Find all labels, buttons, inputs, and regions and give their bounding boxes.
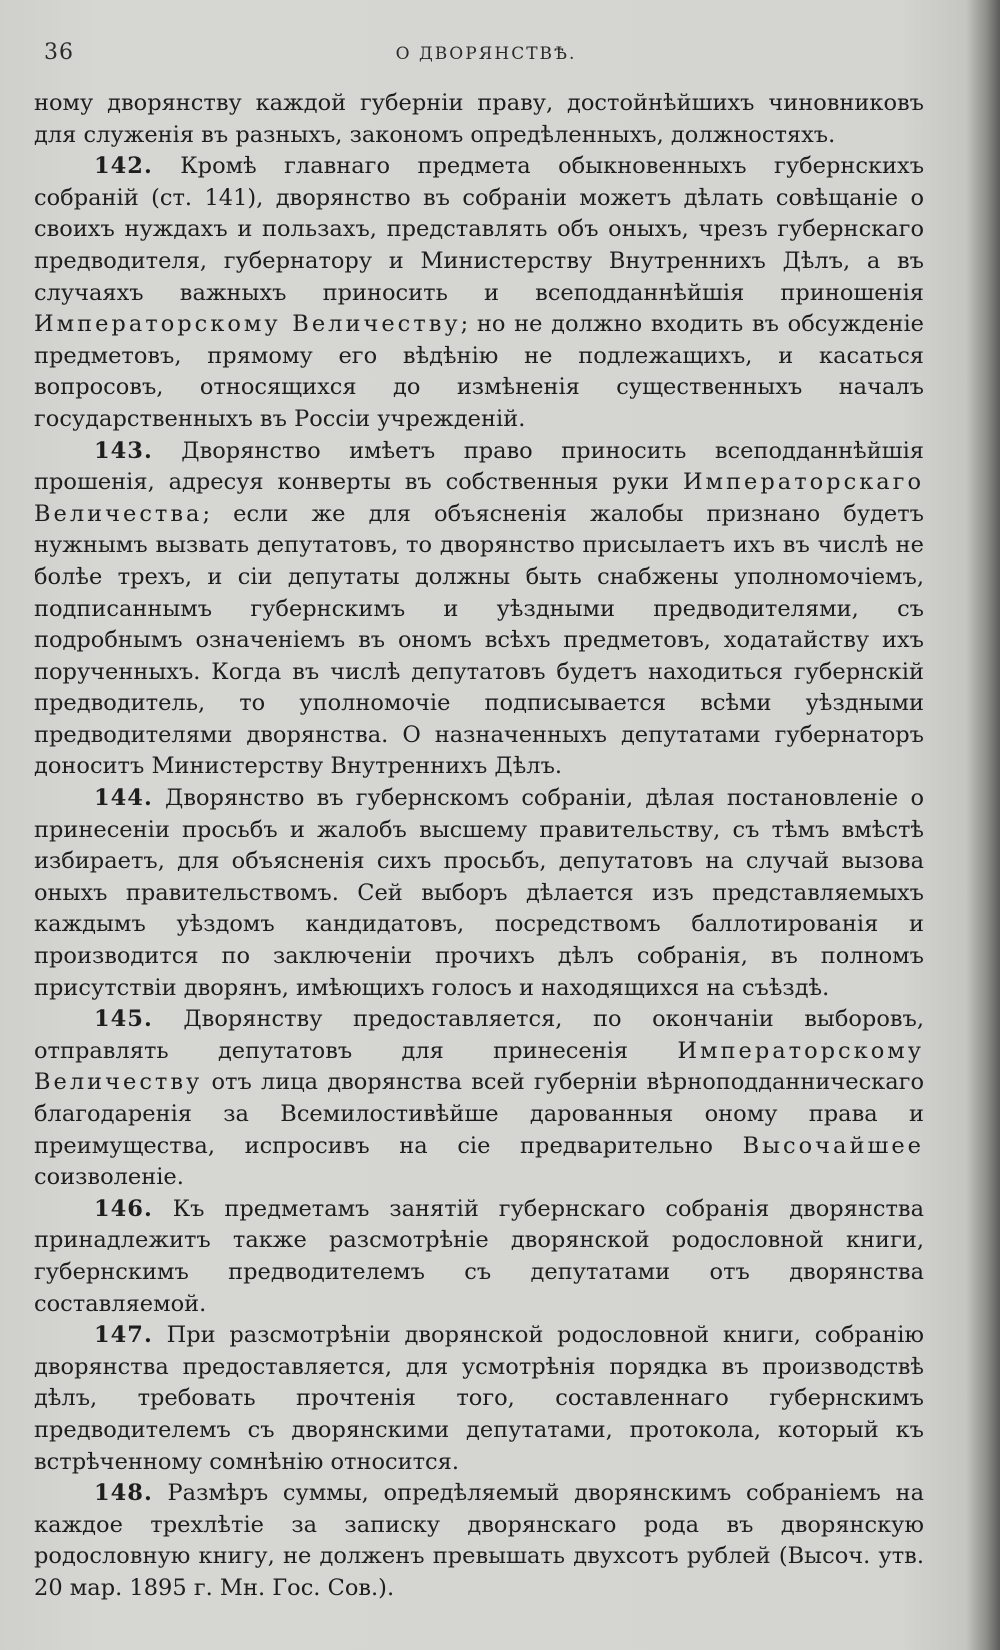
spaced-text: Императорскаго Величества [34,469,924,527]
article-142 [34,151,924,435]
article-number: 143. [94,437,153,464]
intro-paragraph: ному дворянству каждой губерніи праву, достойнѣйшихъ чиновниковъ для служенія въ разныхъ, закономъ опредѣленныхъ, должностяхъ. [34,90,924,148]
article-number: 142. [94,153,153,180]
article-text: отъ лица дворянства всей губерніи вѣрноподданническаго благодаренія за Всемилостивѣйше дарованныя оному права и преимущества, испросивъ на сіе предварительно [34,1069,924,1159]
spaced-text: Императорскому Величеству [34,311,461,338]
article-text: ; если же для объясненія жалобы признано будетъ нужнымъ вызвать депутатовъ, то дворянство присылаетъ ихъ въ числѣ не болѣе трехъ, и сіи депутаты должны быть снабжены уполномочіемъ, подписаннымъ губернскимъ и уѣздными предводителями, съ подробнымъ означеніемъ въ ономъ всѣхъ предметовъ, ходатайству ихъ порученныхъ. Когда въ числѣ депутатовъ будетъ находиться губернскій предводитель, то уполномочіе подписывается всѣми уѣздными предводителями дворянства. О назначенныхъ депутатами губернаторъ доноситъ Министерству Внутреннихъ Дѣлъ. [34,500,924,780]
article-text: Размѣръ суммы, опредѣляемый дворянскимъ собраніемъ на каждое трехлѣтіе за записку дворянскаго рода въ дворянскую родословную книгу, не долженъ превышать двухсотъ рублей (Высоч. утв. 20 мар. 1895 г. Мн. Гос. Сов.). [34,1480,924,1601]
article-text: ; но не должно входить въ обсужденіе предметовъ, прямому его вѣдѣнію не подлежащихъ, и касаться вопросовъ, относящихся до измѣненія существенныхъ началъ государственныхъ въ Россіи учрежденій. [34,311,924,432]
page-header [36,34,936,74]
spaced-text: Высочайшее [742,1132,924,1159]
article-number: 145. [94,1006,153,1033]
article-text: Къ предметамъ занятій губернскаго собранія дворянства принадлежитъ также разсмотрѣніе дворянской родословной книги, губернскимъ предводителемъ съ депутатами отъ дворянства составляемой. [34,1195,924,1317]
article-148 [34,1478,924,1604]
body-text [34,88,924,1605]
article-text: При разсмотрѣніи дворянской родословной книги, собранію дворянства предоставляется, для усмотрѣнія порядка въ производствѣ дѣлъ, требовать прочтенія того, составленнаго губернскимъ предводителемъ съ дворянскими депутатами, протокола, который къ встрѣченному сомнѣнію относится. [34,1322,924,1475]
article-147 [34,1320,924,1478]
article-145 [34,1004,924,1194]
article-number: 144. [94,785,153,812]
article-number: 147. [94,1322,153,1349]
article-text: Дворянству предоставляется, по окончаніи выборовъ, отправлять депутатовъ для принесенія [34,1006,925,1064]
article-143 [34,436,924,784]
page-number: 36 [44,40,74,65]
article-text: Дворянство имѣетъ право приносить всеподданнѣйшія прошенія, адресуя конверты въ собственныя руки [34,437,924,496]
page-edge-shadow [966,0,1000,1650]
article-text: Кромѣ главнаго предмета обыкновенныхъ губернскихъ собраній (ст. 141), дворянство въ собраніи можетъ дѣлать совѣщаніе о своихъ нуждахъ и пользахъ, представлять объ оныхъ, чрезъ губернскаго предводителя, губернатору и Министерству Внутреннихъ Дѣлъ, а въ случаяхъ важныхъ приносить и всеподданнѣйшія приношенія [34,153,925,306]
running-title: О ДВОРЯНСТВѢ. [395,44,577,64]
article-146 [34,1194,924,1320]
article-text: соизволеніе. [34,1164,184,1191]
article-text: Дворянство въ губернскомъ собраніи, дѣлая постановленіе о принесеніи просьбъ и жалобъ высшему правительству, съ тѣмъ вмѣстѣ избираетъ, для объясненія сихъ просьбъ, депутатовъ на случай вызова оныхъ правительствомъ. Сей выборъ дѣлается изъ представляемыхъ каждымъ уѣздомъ кандидатовъ, посредствомъ баллотированія и производится по заключеніи прочихъ дѣлъ собранія, въ полномъ присутствіи дворянъ, имѣющихъ голосъ и находящихся на съѣздѣ. [34,785,925,1001]
article-number: 146. [94,1195,153,1222]
spaced-text: Императорскому Величеству [34,1037,924,1096]
article-144 [34,783,924,1004]
article-number: 148. [94,1480,153,1507]
